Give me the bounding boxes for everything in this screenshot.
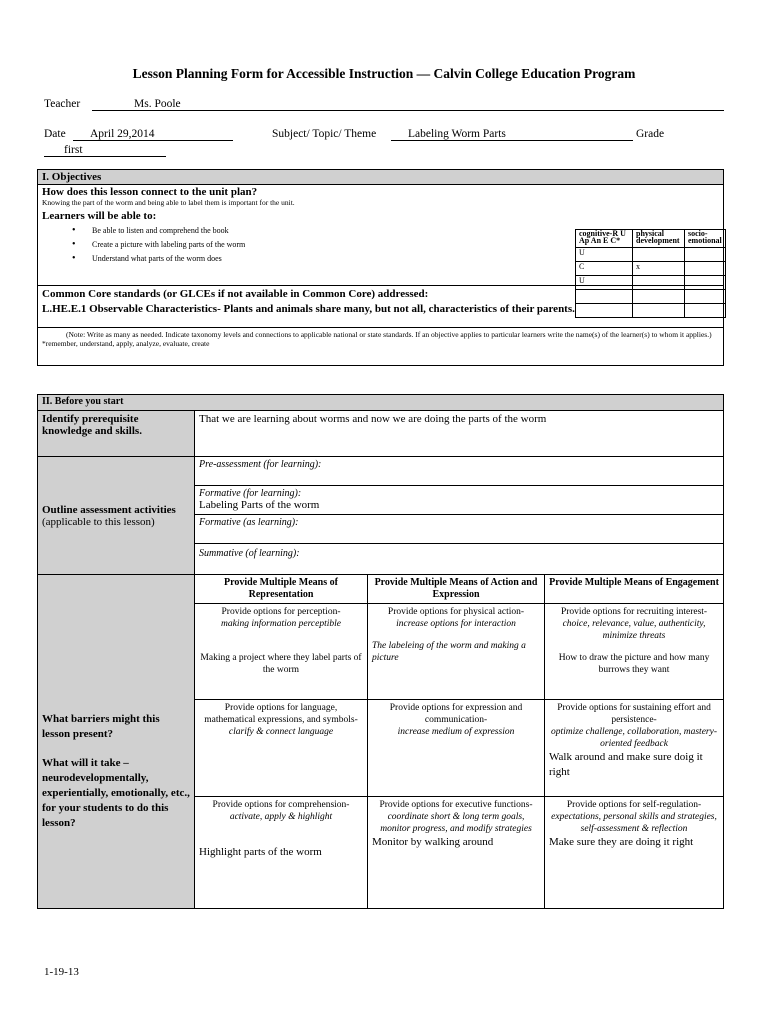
- udl-prompt: Provide options for comprehension-: [212, 800, 350, 810]
- teacher-label: Teacher: [44, 98, 81, 110]
- assessment-row: [195, 486, 724, 515]
- udl-cell: [368, 797, 545, 909]
- udl-prompt-detail: expectations, personal skills and strategies, self-assessment & reflection: [551, 812, 717, 834]
- common-core-label: Common Core standards (or GLCEs if not available in Common Core) addressed:: [42, 288, 429, 300]
- udl-cell: [195, 700, 368, 797]
- grade-value: first: [64, 144, 83, 156]
- udl-cell: [545, 797, 724, 909]
- tax-cell: [685, 290, 726, 304]
- udl-header-action: Provide Multiple Means of Action and Expression: [368, 575, 545, 604]
- udl-prompt: Provide options for perception-: [221, 607, 341, 617]
- udl-prompt-detail: optimize challenge, collaboration, mastery-oriented feedback: [551, 727, 717, 749]
- objectives-section-header: I. Objectives: [38, 170, 724, 185]
- subject-value: Labeling Worm Parts: [408, 128, 506, 140]
- assessment-row: [195, 544, 724, 575]
- tax-cell: [685, 304, 726, 318]
- objective-item: • Understand what parts of the worm does: [42, 252, 719, 266]
- tax-header-socio: socio-emotional: [685, 230, 726, 248]
- udl-prompt: Provide options for expression and communication-: [389, 703, 523, 725]
- tax-cell: C: [576, 262, 633, 276]
- teacher-underline: [92, 110, 724, 111]
- tax-cell: [633, 304, 685, 318]
- tax-row: [576, 248, 726, 262]
- udl-prompt-detail: activate, apply & highlight: [229, 812, 333, 822]
- udl-cell: [368, 700, 545, 797]
- assessment-type: Formative (as learning):: [199, 517, 299, 528]
- tax-header-cognitive: cognitive-R U Ap An E C*: [576, 230, 633, 248]
- date-underline: [73, 140, 233, 141]
- connect-answer: Knowing the part of the worm and being able to label them is important for the unit.: [42, 198, 295, 207]
- objectives-table: [37, 169, 724, 366]
- subject-underline: [391, 140, 633, 141]
- udl-cell: [368, 604, 545, 700]
- assessment-sublabel: (applicable to this lesson): [42, 515, 155, 528]
- udl-prompt-detail: increase medium of expression: [397, 727, 515, 737]
- note-cell: [38, 328, 724, 366]
- assessment-label: Outline assessment activities: [42, 503, 176, 516]
- udl-answer: Making a project where they label parts of the worm: [200, 653, 362, 675]
- assessment-value: Labeling Parts of the worm: [199, 499, 320, 511]
- barriers-followup: What will it take – neurodevelopmentally, experientially, emotionally, etc., for your students to do this lesson?: [42, 757, 190, 829]
- udl-answer: Walk around and make sure doig it right: [549, 751, 703, 778]
- udl-prompt: Provide options for sustaining effort and persistence-: [557, 703, 711, 725]
- common-core-value: L.HE.E.1 Observable Characteristics- Plants and animals share many, but not all, characteristics of their parents.: [42, 303, 575, 315]
- udl-prompt-detail: clarify & connect language: [228, 727, 334, 737]
- tax-cell: [576, 290, 633, 304]
- tax-cell: [685, 262, 726, 276]
- tax-row: [576, 290, 726, 304]
- page-title: Lesson Planning Form for Accessible Instruction — Calvin College Education Program: [132, 66, 636, 81]
- tax-row: [576, 304, 726, 318]
- tax-cell: [685, 276, 726, 290]
- udl-header-engagement: Provide Multiple Means of Engagement: [545, 575, 724, 604]
- tax-header-physical: physical development: [633, 230, 685, 248]
- assessment-type: Summative (of learning):: [199, 548, 300, 559]
- udl-cell: [195, 797, 368, 909]
- taxonomy-footnote: *remember, understand, apply, analyze, evaluate, create: [42, 339, 210, 348]
- udl-answer: Highlight parts of the worm: [199, 846, 322, 858]
- udl-prompt-detail: coordinate short & long term goals, monitor progress, and modify strategies: [380, 812, 532, 834]
- udl-prompt-detail: increase options for interaction: [396, 619, 516, 629]
- grade-label: Grade: [636, 128, 665, 140]
- learners-label: Learners will be able to:: [42, 210, 157, 222]
- objectives-body: [38, 185, 724, 286]
- tax-cell: x: [633, 262, 685, 276]
- teacher-value: Ms. Poole: [134, 98, 181, 110]
- udl-answer: Monitor by walking around: [372, 836, 494, 848]
- objective-item: • Be able to listen and comprehend the book: [42, 224, 719, 238]
- udl-prompt-detail: choice, relevance, value, authenticity, minimize threats: [562, 619, 706, 641]
- objective-item: • Create a picture with labeling parts of the worm: [42, 238, 719, 252]
- udl-prompt: Provide options for physical action-: [387, 607, 525, 617]
- assessment-row: [195, 457, 724, 486]
- objectives-note: (Note: Write as many as needed. Indicate taxonomy levels and connections to applicable national or state standards. If an objective applies to particular learners write the name(s) of the learner(s) to whom it applies.): [66, 330, 712, 339]
- before-table: [37, 394, 724, 909]
- tax-cell: [633, 276, 685, 290]
- tax-cell: [576, 304, 633, 318]
- tax-cell: U: [576, 276, 633, 290]
- barriers-label-cell: [38, 575, 195, 909]
- assessment-type: Pre-assessment (for learning):: [199, 459, 322, 470]
- before-section-header: II. Before you start: [38, 395, 724, 411]
- barriers-question: What barriers might this lesson present?: [42, 713, 160, 740]
- tax-cell: [633, 248, 685, 262]
- date-label: Date: [44, 128, 66, 140]
- udl-header-representation: Provide Multiple Means of Representation: [195, 575, 368, 604]
- tax-row: [576, 276, 726, 290]
- udl-answer: The labeleing of the worm and making a picture: [372, 641, 526, 663]
- tax-row: [576, 262, 726, 276]
- date-value: April 29,2014: [90, 128, 155, 140]
- connect-question: How does this lesson connect to the unit plan?: [42, 186, 258, 198]
- udl-prompt: Provide options for language, mathematical expressions, and symbols-: [204, 703, 358, 725]
- udl-prompt-detail: making information perceptible: [221, 619, 341, 629]
- udl-prompt: Provide options for self-regulation-: [566, 800, 702, 810]
- prereq-label: Identify prerequisite knowledge and skills.: [38, 411, 195, 457]
- udl-prompt: Provide options for executive functions-: [379, 800, 533, 810]
- tax-cell: U: [576, 248, 633, 262]
- prereq-value: That we are learning about worms and now we are doing the parts of the worm: [195, 411, 724, 457]
- tax-cell: [685, 248, 726, 262]
- tax-cell: [633, 290, 685, 304]
- udl-cell: [195, 604, 368, 700]
- assessment-row: [195, 515, 724, 544]
- assessment-type: Formative (for learning):: [199, 488, 302, 499]
- grade-underline: [44, 156, 166, 157]
- udl-cell: [545, 604, 724, 700]
- assessment-label-cell: [38, 457, 195, 575]
- subject-label: Subject/ Topic/ Theme: [272, 128, 377, 140]
- footer-date: 1-19-13: [44, 966, 79, 978]
- taxonomy-table: [575, 229, 726, 318]
- udl-cell: [545, 700, 724, 797]
- udl-answer: Make sure they are doing it right: [549, 836, 694, 848]
- udl-answer: How to draw the picture and how many burrows they want: [558, 653, 710, 675]
- udl-prompt: Provide options for recruiting interest-: [560, 607, 708, 617]
